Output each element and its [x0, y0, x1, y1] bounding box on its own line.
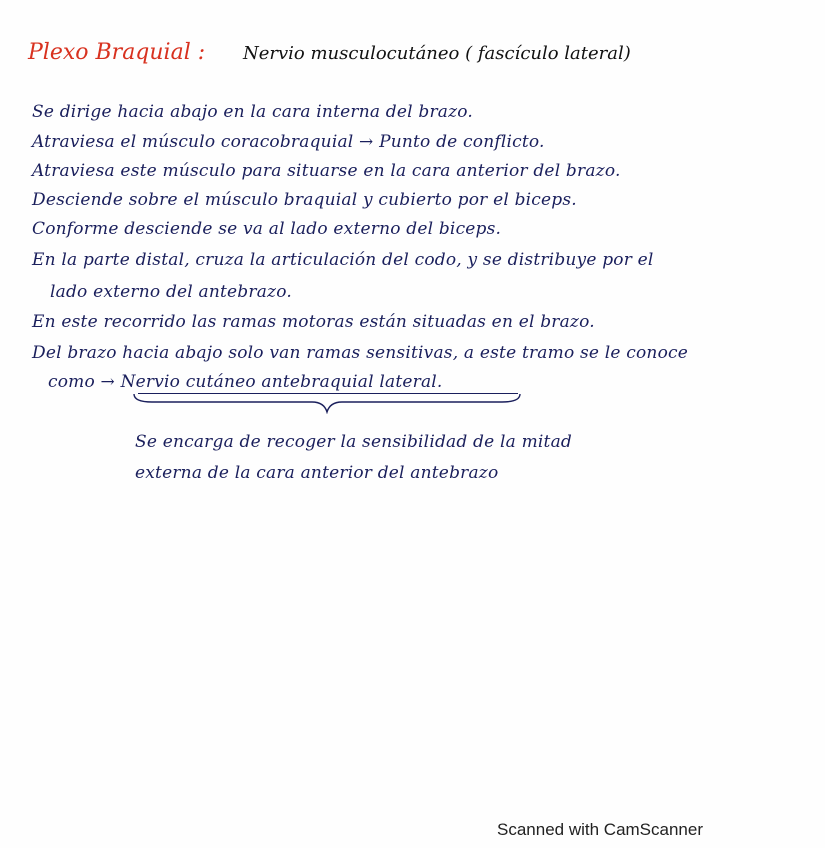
note-line-4: Desciende sobre el músculo braquial y cubierto por el biceps.	[32, 190, 577, 210]
curly-brace-mark	[132, 392, 522, 414]
note-line-9: Del brazo hacia abajo solo van ramas sensitivas, a este tramo se le conoce	[32, 343, 689, 363]
note-line-10: como → Nervio cutáneo antebraquial lateral.	[48, 372, 443, 392]
note-line-7: lado externo del antebrazo.	[50, 282, 292, 302]
camscanner-watermark: Scanned with CamScanner	[497, 820, 704, 839]
brace-note-line-2: externa de la cara anterior del antebrazo	[135, 463, 499, 483]
note-line-3: Atraviesa este músculo para situarse en la cara anterior del brazo.	[32, 161, 621, 181]
note-line-6: En la parte distal, cruza la articulación del codo, y se distribuye por el	[32, 250, 654, 270]
note-line-2: Atraviesa el músculo coracobraquial → Punto de conflicto.	[32, 132, 545, 152]
brace-note-line-1: Se encarga de recoger la sensibilidad de la mitad	[135, 432, 572, 452]
page-subtitle: Nervio musculocutáneo ( fascículo lateral)	[243, 43, 631, 64]
note-line-5: Conforme desciende se va al lado externo del biceps.	[32, 219, 502, 239]
note-line-8: En este recorrido las ramas motoras están situadas en el brazo.	[32, 312, 595, 332]
note-line-1: Se dirige hacia abajo en la cara interna del brazo.	[32, 102, 474, 122]
page-title: Plexo Braquial :	[28, 40, 206, 65]
